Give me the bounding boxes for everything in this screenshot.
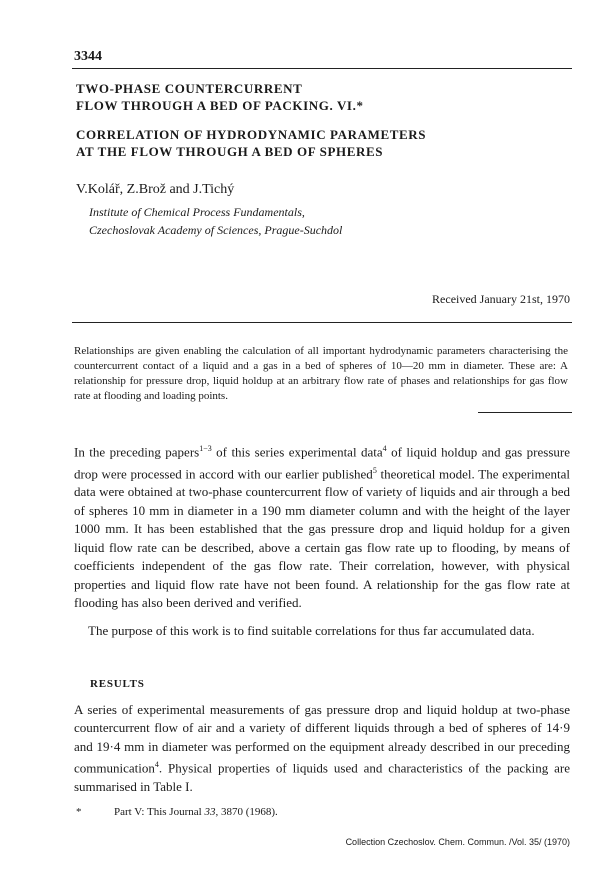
- intro-paragraph: [74, 440, 570, 612]
- authors: V.Kolář, Z.Brož and J.Tichý: [76, 182, 235, 197]
- volume-number: 33: [204, 806, 216, 818]
- results-paragraph: [74, 701, 570, 796]
- abstract-top-rule: [72, 322, 572, 323]
- citation-ref: 4: [154, 760, 159, 770]
- citation-ref: 4: [382, 444, 387, 453]
- title-line: TWO-PHASE COUNTERCURRENT: [76, 81, 303, 96]
- text-run: of liquid holdup and gas pressure drop were processed in accord with our earlier published: [74, 444, 570, 482]
- footnote: [76, 806, 278, 818]
- page-number: 3344: [74, 49, 102, 64]
- affiliation-line: Institute of Chemical Process Fundamentals,: [89, 205, 305, 219]
- citation-ref: 5: [372, 465, 377, 475]
- purpose-paragraph: The purpose of this work is to find suitable correlations for thus far accumulated data.: [88, 623, 535, 638]
- paper-subtitle: [76, 126, 426, 160]
- footnote-mark: *: [76, 806, 82, 818]
- paper-title: [76, 80, 364, 114]
- subtitle-line: AT THE FLOW THROUGH A BED OF SPHERES: [76, 144, 384, 159]
- title-line: FLOW THROUGH A BED OF PACKING. VI.*: [76, 98, 364, 113]
- header-rule: [72, 68, 572, 69]
- citation-ref: 1−3: [199, 444, 212, 453]
- text-run: A series of experimental measurements of gas pressure drop and liquid holdup at two-phase countercurrent flow of air and a variety of different liquids through a bed of spheres of 14·9 and 19·4 mm in diameter was performed on the equipment already described in our preceding communication: [74, 702, 570, 776]
- abstract-bottom-rule: [478, 412, 572, 413]
- received-date: Received January 21st, 1970: [432, 292, 570, 306]
- abstract: Relationships are given enabling the calculation of all important hydrodynamic parameters characterising the countercurrent contact of a liquid and a gas in a bed of spheres of 10—20 mm in diameter. These are: A relationship for pressure drop, liquid holdup at an arbitrary flow rate of phases and relationships for gas flow rate at flooding and loading points.: [74, 345, 568, 402]
- subtitle-line: CORRELATION OF HYDRODYNAMIC PARAMETERS: [76, 127, 427, 142]
- text-run: , 3870 (1968).: [215, 806, 278, 818]
- text-run: of this series experimental data: [211, 444, 383, 460]
- affiliation-line: Czechoslovak Academy of Sciences, Prague-Suchdol: [89, 223, 343, 237]
- affiliation: [89, 203, 342, 239]
- text-run: Part V: This Journal: [114, 806, 205, 818]
- text-run: . Physical properties of liquids used and characteristics of the packing are summarised in Table I.: [74, 760, 570, 794]
- journal-footer: Collection Czechoslov. Chem. Commun. /Vol. 35/ (1970): [345, 837, 570, 847]
- text-run: In the preceding papers: [74, 444, 200, 460]
- text-run: theoretical model. The experimental data were obtained at two-phase countercurrent flow of variety of liquids and air through a bed of spheres 10 mm in diameter in a 190 mm diameter column and with the height of the layer 1000 mm. It has been established that the gas pressure drop and liquid holdup for a given liquid flow rate can be described, above a certain gas flow rate up to flooding, by means of coefficients independent of the gas flow rate. Their correlation, however, with physical properties and liquid flow rate have not been found. A relationship for the gas flow rate at flooding has also been derived and verified.: [74, 466, 571, 610]
- section-heading-results: RESULTS: [90, 678, 145, 690]
